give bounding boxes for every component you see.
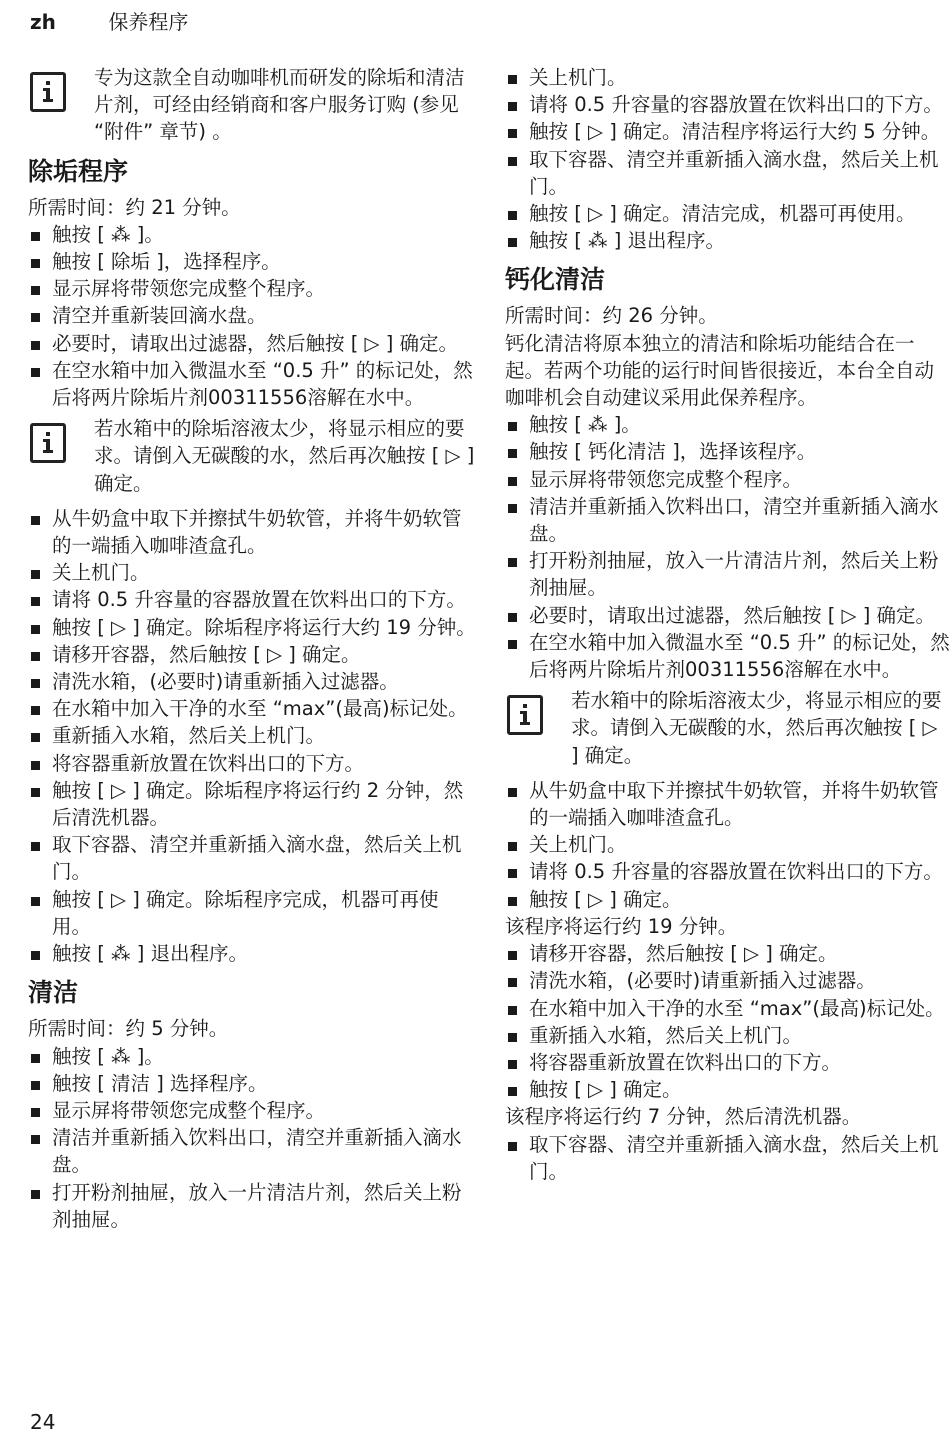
note-text: 专为这款全自动咖啡机而研发的除垢和清洁片剂，可经由经销商和客户服务订购 (参见 “附件” 章节) 。	[94, 66, 465, 144]
info-icon	[507, 695, 543, 735]
list-item: 触按 [ ⁂ ]。	[28, 1043, 476, 1070]
list-item: 必要时，请取出过滤器，然后触按 [ ▷ ] 确定。	[28, 330, 476, 357]
list-item: 显示屏将带领您完成整个程序。	[505, 466, 950, 493]
calc-steps-b	[505, 777, 950, 913]
list-item: 取下容器、清空并重新插入滴水盘，然后关上机门。	[505, 146, 950, 200]
list-item: 触按 [ 钙化清洁 ]，选择该程序。	[505, 438, 950, 465]
list-item: 请将 0.5 升容量的容器放置在饮料出口的下方。	[505, 858, 950, 885]
list-item: 清洁并重新插入饮料出口，清空并重新插入滴水盘。	[505, 493, 950, 547]
list-item: 在水箱中加入干净的水至 “max”(最高)标记处。	[28, 695, 476, 722]
list-item: 请移开容器，然后触按 [ ▷ ] 确定。	[28, 641, 476, 668]
descale-steps-a	[28, 221, 476, 411]
list-item: 触按 [ ⁂ ]。	[28, 221, 476, 248]
list-item: 重新插入水箱，然后关上机门。	[505, 1022, 950, 1049]
calc-run-1: 该程序将运行约 19 分钟。	[505, 914, 738, 938]
clean-steps-cont	[505, 64, 950, 254]
calc-run-2: 该程序将运行约 7 分钟，然后清洗机器。	[505, 1105, 862, 1129]
clean-time: 所需时间：约 5 分钟。	[28, 1017, 229, 1041]
list-item: 触按 [ ▷ ] 确定。	[505, 886, 950, 913]
list-item: 在空水箱中加入微温水至 “0.5 升” 的标记处，然后将两片除垢片剂00311556溶解在水中。	[505, 629, 950, 683]
list-item: 触按 [ ▷ ] 确定。清洁完成，机器可再使用。	[505, 200, 950, 227]
list-item: 取下容器、清空并重新插入滴水盘，然后关上机门。	[28, 831, 476, 885]
right-column	[505, 64, 950, 1185]
section-title: 保养程序	[108, 10, 189, 34]
calc-time: 所需时间：约 26 分钟。	[505, 304, 718, 328]
list-item: 触按 [ ▷ ] 确定。清洁程序将运行大约 5 分钟。	[505, 118, 950, 145]
calc-steps-d	[505, 1131, 950, 1185]
note-text: 若水箱中的除垢溶液太少，将显示相应的要求。请倒入无碳酸的水，然后再次触按 [ ▷ ] 确定。	[94, 417, 475, 495]
calc-steps-a	[505, 411, 950, 683]
list-item: 重新插入水箱，然后关上机门。	[28, 722, 476, 749]
list-item: 打开粉剂抽屉，放入一片清洁片剂，然后关上粉剂抽屉。	[505, 547, 950, 601]
note-text: 若水箱中的除垢溶液太少，将显示相应的要求。请倒入无碳酸的水，然后再次触按 [ ▷ ] 确定。	[571, 689, 942, 767]
list-item: 触按 [ ⁂ ] 退出程序。	[28, 940, 476, 967]
calc-info-note	[505, 687, 950, 769]
calc-heading: 钙化清洁	[505, 265, 606, 295]
list-item: 触按 [ ▷ ] 确定。除垢程序将运行约 2 分钟，然后清洗机器。	[28, 777, 476, 831]
calc-intro: 钙化清洁将原本独立的清洁和除垢功能结合在一起。若两个功能的运行时间皆很接近，本台全自动咖啡机会自动建议采用此保养程序。	[505, 331, 935, 410]
list-item: 请移开容器，然后触按 [ ▷ ] 确定。	[505, 940, 950, 967]
list-item: 请将 0.5 升容量的容器放置在饮料出口的下方。	[28, 586, 476, 613]
left-column	[28, 64, 476, 1233]
list-item: 打开粉剂抽屉，放入一片清洁片剂，然后关上粉剂抽屉。	[28, 1179, 476, 1233]
language-code: zh	[30, 10, 56, 34]
info-note	[28, 64, 476, 146]
list-item: 触按 [ ▷ ] 确定。	[505, 1076, 950, 1103]
list-item: 从牛奶盒中取下并擦拭牛奶软管，并将牛奶软管的一端插入咖啡渣盒孔。	[505, 777, 950, 831]
list-item: 从牛奶盒中取下并擦拭牛奶软管，并将牛奶软管的一端插入咖啡渣盒孔。	[28, 505, 476, 559]
list-item: 请将 0.5 升容量的容器放置在饮料出口的下方。	[505, 91, 950, 118]
list-item: 在水箱中加入干净的水至 “max”(最高)标记处。	[505, 995, 950, 1022]
list-item: 清空并重新装回滴水盘。	[28, 302, 476, 329]
list-item: 触按 [ 清洁 ] 选择程序。	[28, 1070, 476, 1097]
list-item: 关上机门。	[505, 64, 950, 91]
descale-info-note	[28, 415, 476, 497]
descale-steps-b	[28, 505, 476, 967]
descale-heading: 除垢程序	[28, 156, 129, 186]
page-number: 24	[30, 1410, 56, 1434]
list-item: 关上机门。	[28, 559, 476, 586]
list-item: 将容器重新放置在饮料出口的下方。	[28, 750, 476, 777]
descale-time: 所需时间：约 21 分钟。	[28, 195, 241, 219]
list-item: 清洁并重新插入饮料出口，清空并重新插入滴水盘。	[28, 1124, 476, 1178]
page-header	[30, 6, 188, 34]
clean-heading: 清洁	[28, 978, 79, 1008]
info-icon	[30, 423, 66, 463]
list-item: 触按 [ 除垢 ]，选择程序。	[28, 248, 476, 275]
calc-steps-c	[505, 940, 950, 1103]
list-item: 显示屏将带领您完成整个程序。	[28, 1097, 476, 1124]
list-item: 关上机门。	[505, 831, 950, 858]
list-item: 触按 [ ▷ ] 确定。除垢程序完成，机器可再使用。	[28, 886, 476, 940]
list-item: 触按 [ ⁂ ]。	[505, 411, 950, 438]
list-item: 必要时，请取出过滤器，然后触按 [ ▷ ] 确定。	[505, 602, 950, 629]
list-item: 清洗水箱，(必要时)请重新插入过滤器。	[505, 967, 950, 994]
list-item: 在空水箱中加入微温水至 “0.5 升” 的标记处，然后将两片除垢片剂00311556溶解在水中。	[28, 357, 476, 411]
info-icon	[30, 72, 66, 112]
list-item: 取下容器、清空并重新插入滴水盘，然后关上机门。	[505, 1131, 950, 1185]
list-item: 触按 [ ▷ ] 确定。除垢程序将运行大约 19 分钟。	[28, 614, 476, 641]
list-item: 将容器重新放置在饮料出口的下方。	[505, 1049, 950, 1076]
list-item: 显示屏将带领您完成整个程序。	[28, 275, 476, 302]
clean-steps	[28, 1043, 476, 1233]
list-item: 清洗水箱，(必要时)请重新插入过滤器。	[28, 668, 476, 695]
list-item: 触按 [ ⁂ ] 退出程序。	[505, 227, 950, 254]
